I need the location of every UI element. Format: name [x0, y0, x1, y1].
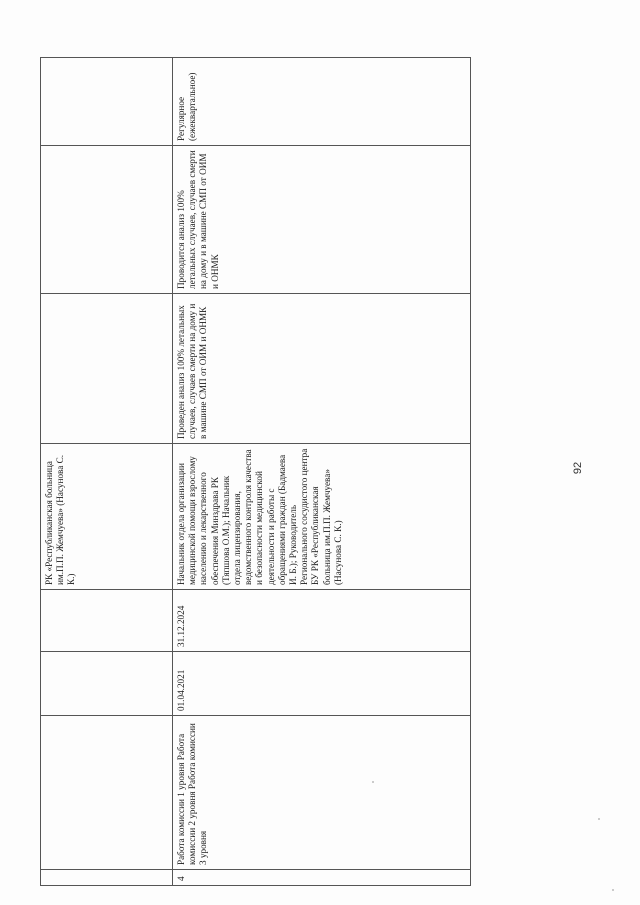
table-rotated-wrapper — [40, 58, 470, 886]
table-row — [173, 58, 471, 886]
cell-end-date: 31.12.2024 — [173, 590, 471, 652]
cell-start-date: 01.04.2021 — [173, 652, 471, 716]
cell-number — [41, 870, 173, 886]
table-row-continuation — [41, 58, 173, 886]
cell-name — [41, 716, 173, 870]
page-number: 92 — [572, 461, 585, 475]
cell-result-1 — [41, 294, 173, 444]
cell-period: Регулярное (ежеквартальное) — [173, 58, 471, 146]
cell-period — [41, 58, 173, 146]
cell-number: 4 — [173, 870, 471, 886]
cell-responsible: РК «Республиканская больница им.П.П. Жемчуева» (Насунова С. К.) — [41, 444, 173, 590]
cell-start-date — [41, 652, 173, 716]
cell-end-date — [41, 590, 173, 652]
cell-result-1: Проведен анализ 100% летальных случаев, случаев смерти на дому и в машине СМП от ОИМ и ОНМК — [173, 294, 471, 444]
cell-result-2: Проводится анализ 100% летальных случаев, случаев смерти на дому и в машине СМП от ОИМ и ОНМК — [173, 146, 471, 294]
cell-result-2 — [41, 146, 173, 294]
cell-name: Работа комиссии 1 уровня Работа комиссии 2 уровня Работа комиссии 3 уровня — [173, 716, 471, 870]
table-region — [40, 58, 470, 886]
cell-responsible: Начальник отдела организации медицинской помощи взрослому населению и лекарственного обеспечения Минздрава РК (Тяпшова О.М.); Начальник отдела лицензирования, ведомственного контроля качества и безопасности медицинской деятельности и работы с обращениями граждан (Бадмаева И. Б.); Руководитель Регионального сосудистого центра БУ РК «Республиканская больница им.П.П. Жемчуева» (Насунова С. К.) — [173, 444, 471, 590]
measures-table — [40, 57, 471, 886]
